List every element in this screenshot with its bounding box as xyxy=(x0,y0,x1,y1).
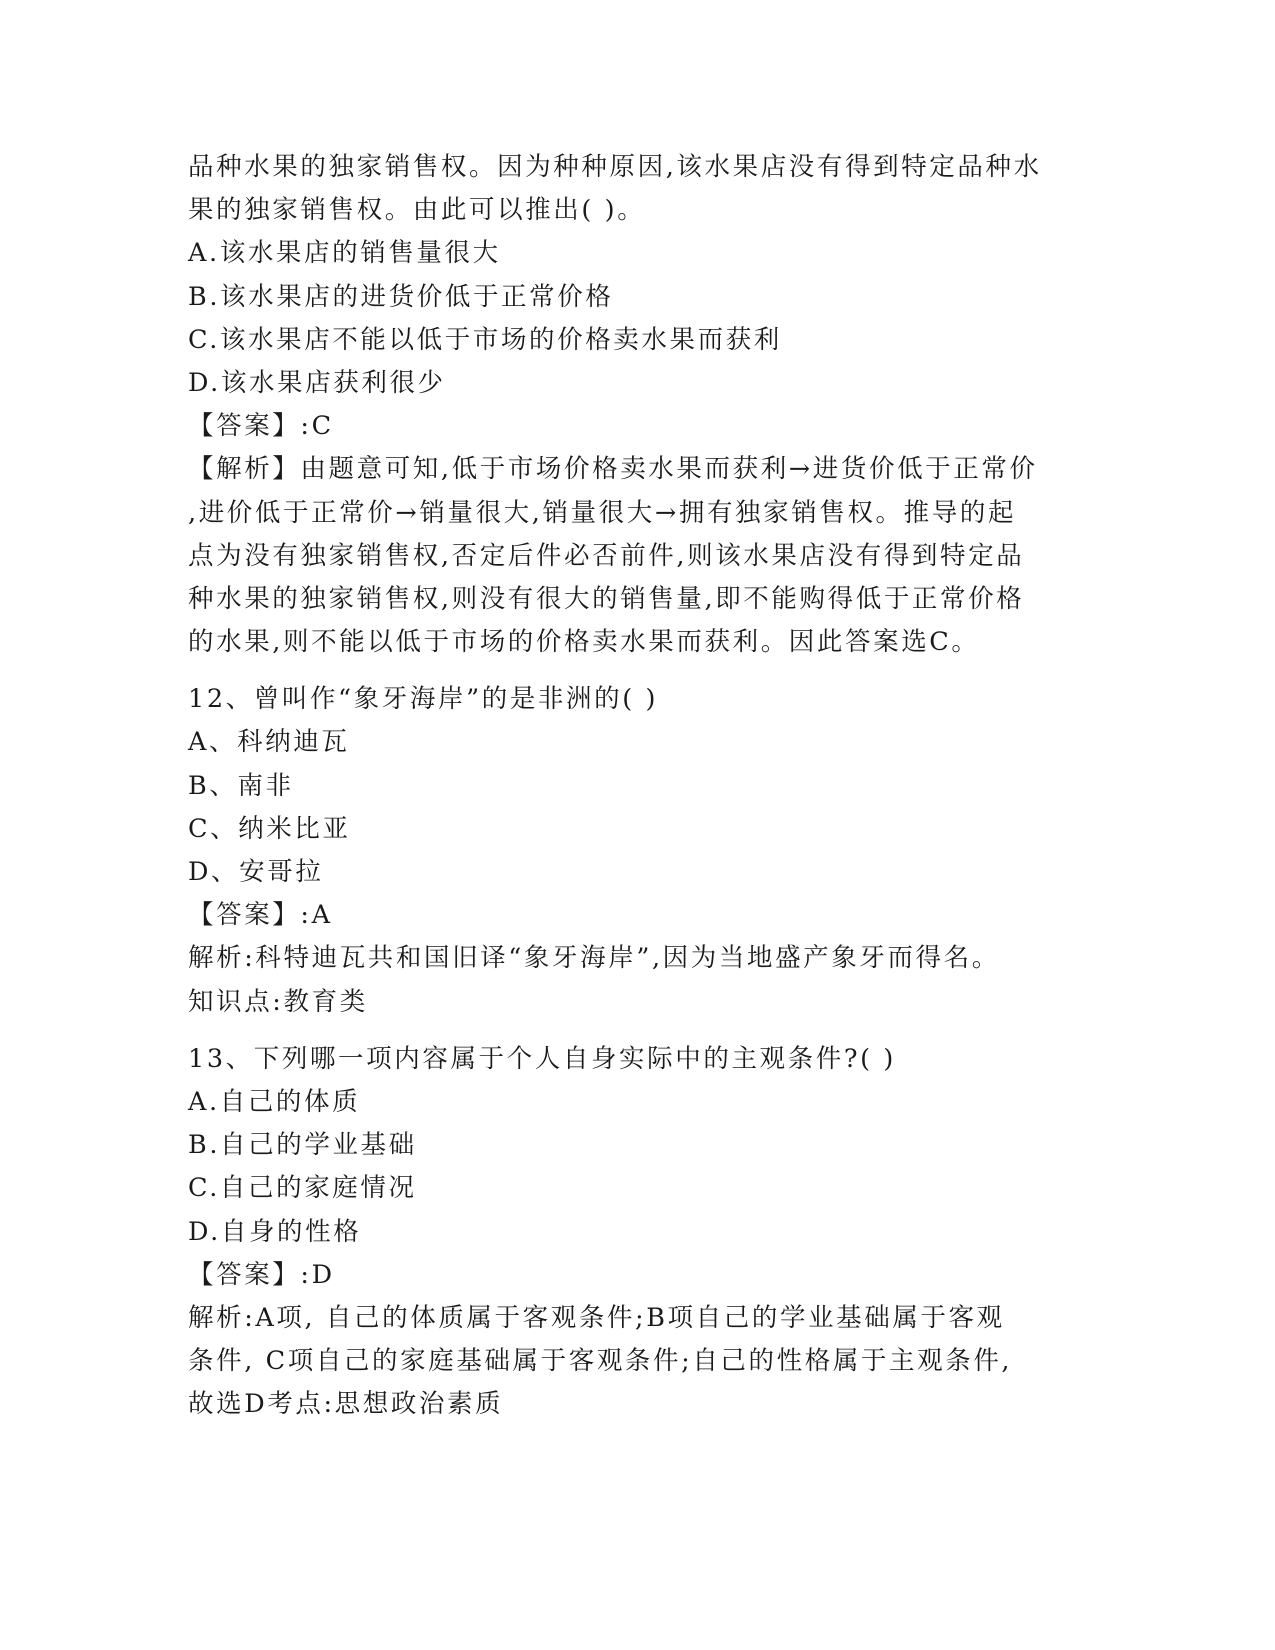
analysis-line: 条件, C项自己的家庭基础属于客观条件;自己的性格属于主观条件, xyxy=(188,1346,1013,1377)
analysis-line: 知识点:教育类 xyxy=(188,986,368,1017)
analysis-line: 种水果的独家销售权,则没有很大的销售量,即不能购得低于正常价格 xyxy=(188,583,1025,614)
question-12 xyxy=(188,678,1088,1024)
option-c: C.该水果店不能以低于市场的价格卖水果而获利 xyxy=(188,324,782,355)
question-11 xyxy=(188,146,1088,664)
option-a: A.该水果店的销售量很大 xyxy=(188,238,501,269)
question-13 xyxy=(188,1038,1088,1427)
option-a: A.自己的体质 xyxy=(188,1086,361,1117)
answer-line: 【答案】:A xyxy=(188,900,333,931)
option-a: A、科纳迪瓦 xyxy=(188,727,350,758)
answer-line: 【答案】:C xyxy=(188,411,334,442)
analysis-line: 点为没有独家销售权,否定后件必否前件,则该水果店没有得到特定品 xyxy=(188,540,1025,571)
analysis-line: ,进价低于正常价→销量很大,销量很大→拥有独家销售权。推导的起 xyxy=(188,497,1017,528)
option-b: B.自己的学业基础 xyxy=(188,1130,417,1161)
analysis-line: 【解析】由题意可知,低于市场价格卖水果而获利→进货价低于正常价 xyxy=(188,454,1038,485)
question-stem-line: 13、下列哪一项内容属于个人自身实际中的主观条件?( ) xyxy=(188,1043,896,1074)
analysis-line: 解析:科特迪瓦共和国旧译“象牙海岸”,因为当地盛产象牙而得名。 xyxy=(188,943,1000,974)
option-b: B.该水果店的进货价低于正常价格 xyxy=(188,281,614,312)
analysis-line: 的水果,则不能以低于市场的价格卖水果而获利。因此答案选C。 xyxy=(188,627,980,658)
question-stem-line: 品种水果的独家销售权。因为种种原因,该水果店没有得到特定品种水 xyxy=(188,152,1042,182)
page-content xyxy=(188,146,1088,1426)
question-stem-line: 果的独家销售权。由此可以推出( )。 xyxy=(188,195,646,226)
option-d: D.该水果店获利很少 xyxy=(188,367,446,398)
answer-line: 【答案】:D xyxy=(188,1259,335,1290)
option-d: D.自身的性格 xyxy=(188,1216,362,1247)
analysis-line: 故选D考点:思想政治素质 xyxy=(188,1389,504,1420)
option-c: C.自己的家庭情况 xyxy=(188,1173,417,1204)
analysis-line: 解析:A项, 自己的体质属于客观条件;B项自己的学业基础属于客观 xyxy=(188,1302,1005,1333)
question-gap xyxy=(188,664,1088,678)
option-d: D、安哥拉 xyxy=(188,857,324,887)
option-c: C、纳米比亚 xyxy=(188,813,351,844)
question-gap xyxy=(188,1024,1088,1038)
option-b: B、南非 xyxy=(188,770,294,801)
question-stem-line: 12、曾叫作“象牙海岸”的是非洲的( ) xyxy=(188,684,659,715)
